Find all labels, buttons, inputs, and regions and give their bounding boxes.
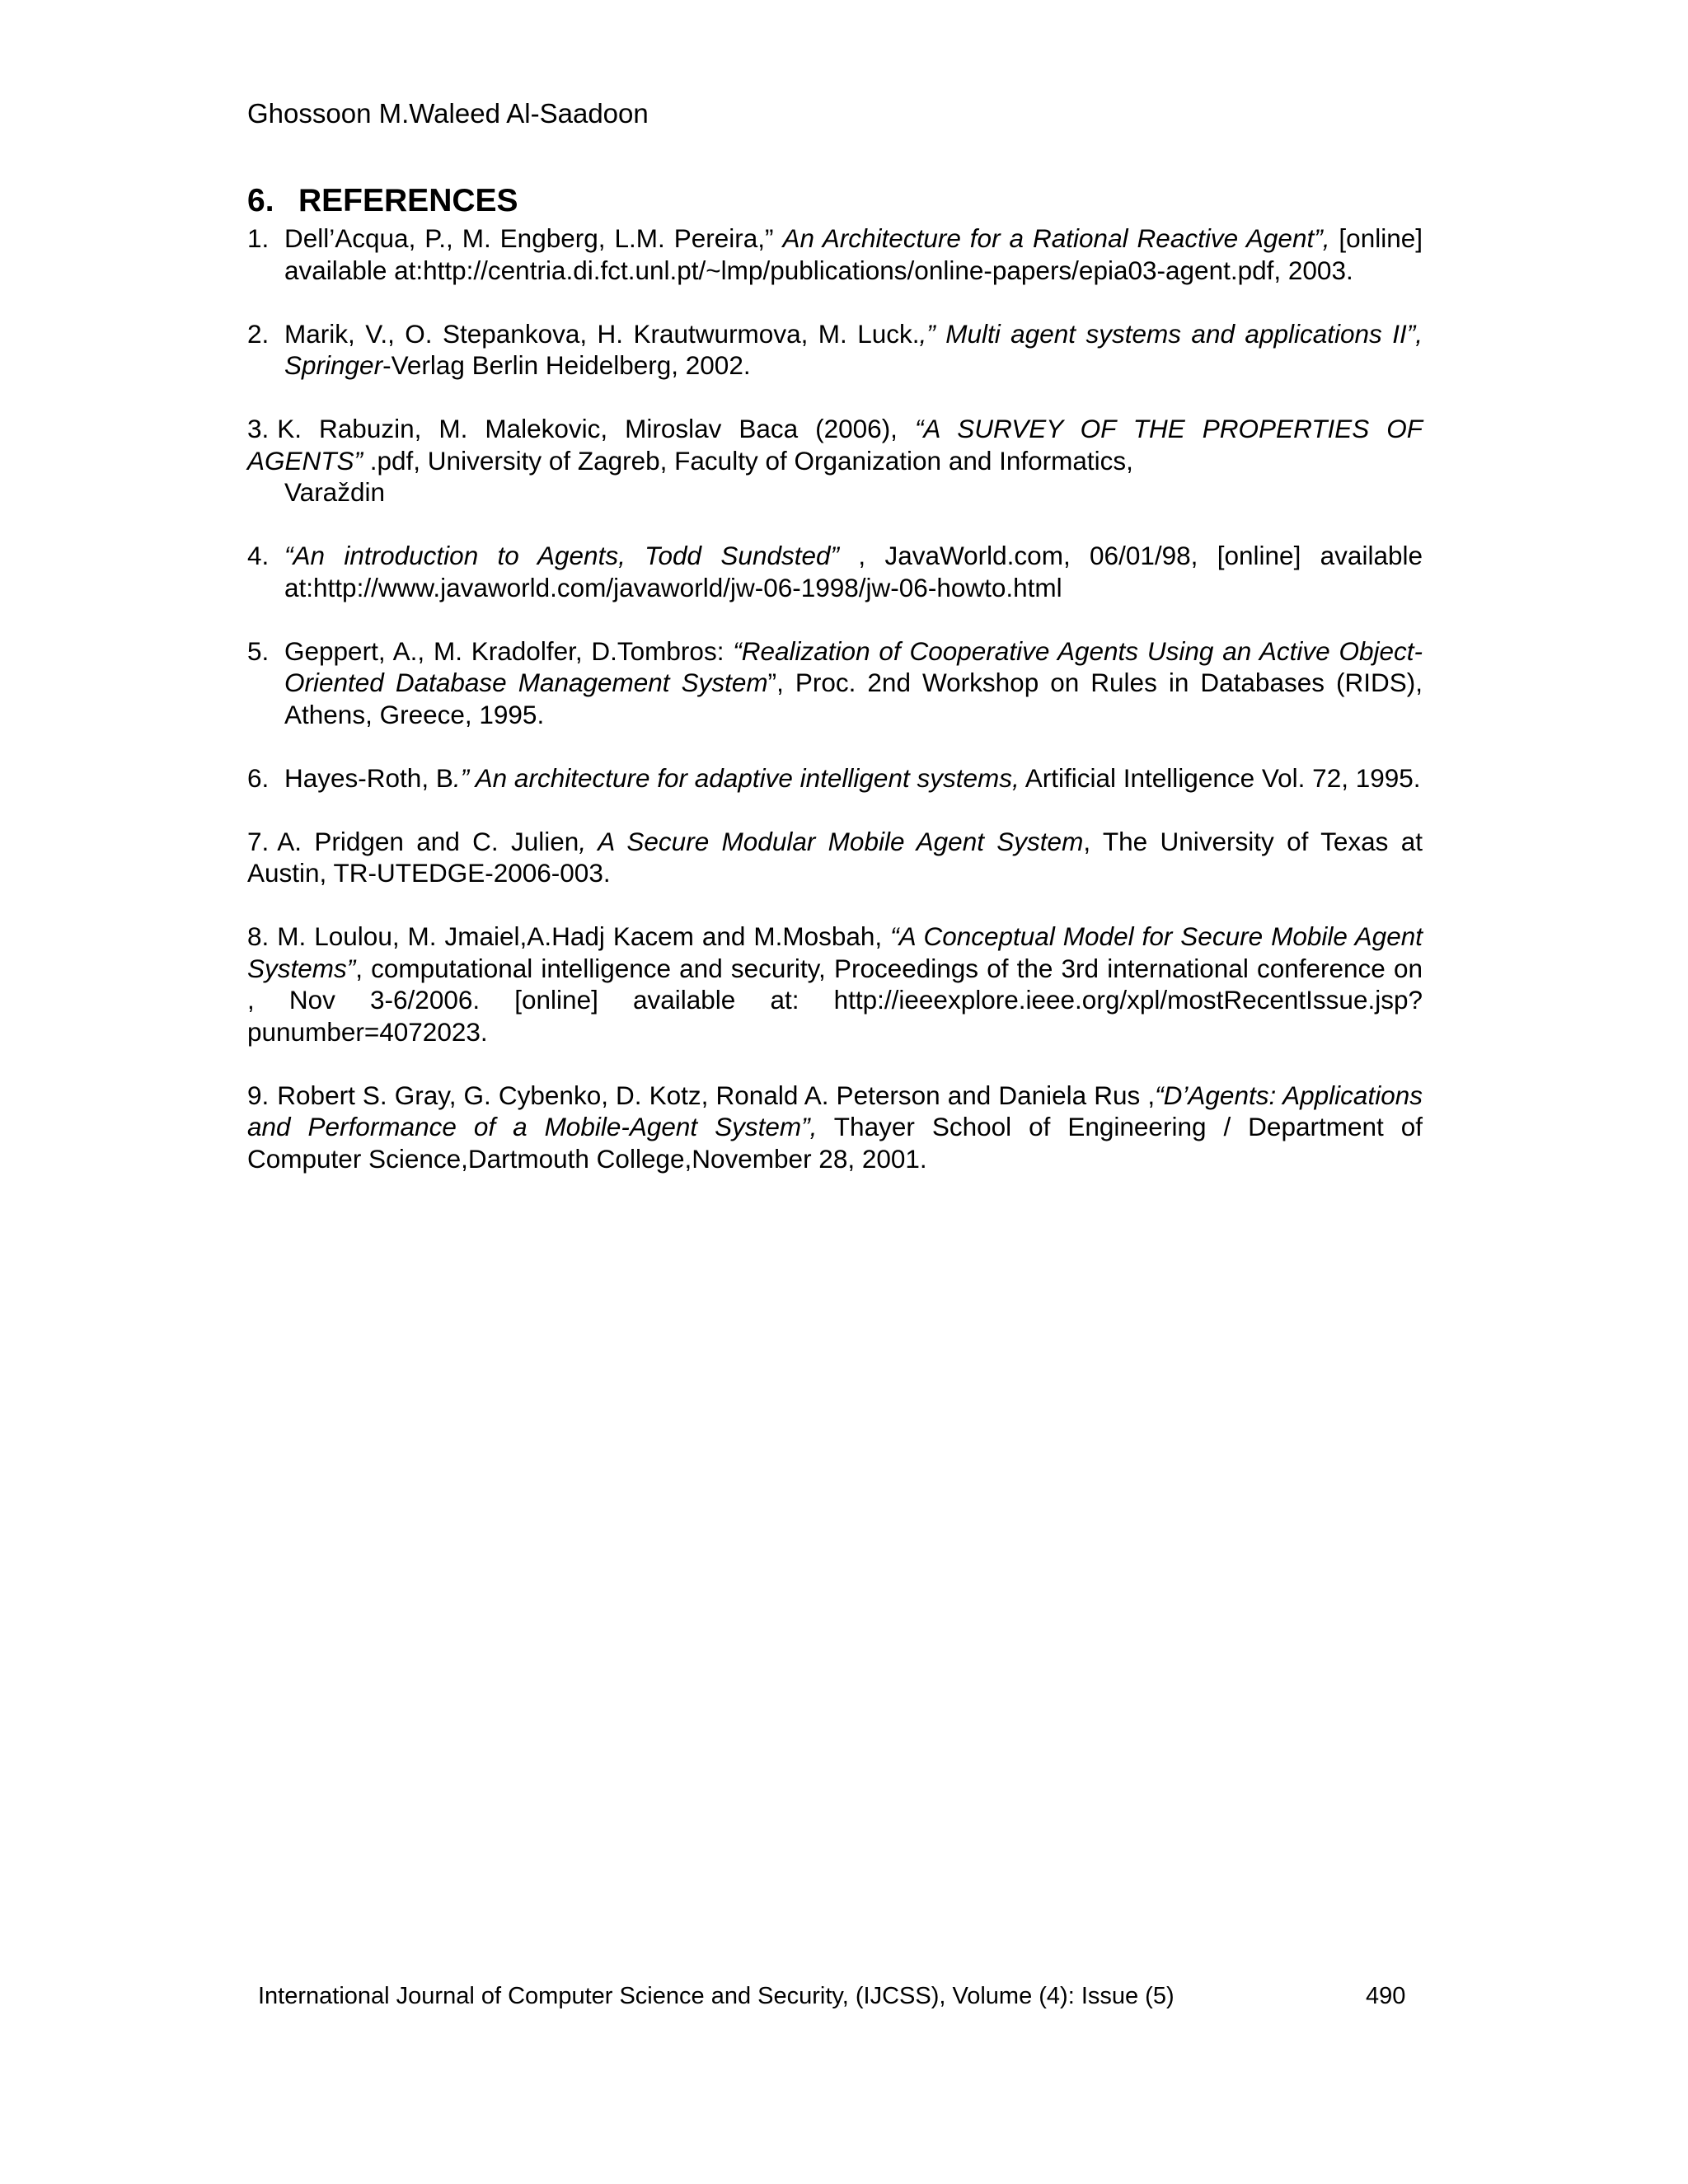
reference-location: Varaždin — [284, 477, 385, 507]
reference-title: “A Conceptual Model for Secure Mobile Agent Systems” — [247, 921, 1423, 983]
reference-number: 6. — [247, 762, 270, 793]
reference-details: , JavaWorld.com, 06/01/98, [online] available at:http://www.javaworld.com/javaworld/jw-06-1998/jw-06-howto.html — [284, 541, 1423, 602]
reference-details: Thayer School of Engineering / Department of Computer Science,Dartmouth College,November 28, 2001. — [247, 1112, 1423, 1174]
reference-authors: Geppert, A., M. Kradolfer, D.Tombros: — [284, 635, 734, 666]
reference-item-2 — [247, 318, 1423, 382]
reference-details: [online] available at:http://centria.di.fct.unl.pt/~lmp/publications/online-papers/epia03-agent.pdf, 2003. — [284, 223, 1423, 285]
references-section — [247, 181, 1423, 1207]
reference-number: 9. — [247, 1080, 270, 1110]
reference-title: An Architecture for a Rational Reactive Agent”, — [782, 223, 1330, 253]
reference-title: , A Secure Modular Mobile Agent System — [579, 826, 1084, 856]
page-number: 490 — [1366, 1983, 1406, 2009]
reference-authors: A. Pridgen and C. Julien — [277, 826, 579, 856]
reference-details: , computational intelligence and security, Proceedings of the 3rd international conference on , Nov 3-6/2006. [online] available at: http://ieeexplore.ieee.org/xpl/mostRecentIssue.jsp?punumber=4072023. — [247, 953, 1423, 1047]
reference-title: “A SURVEY OF THE PROPERTIES OF AGENTS” — [247, 414, 1423, 476]
reference-number: 4. — [247, 541, 270, 570]
reference-authors: Dell’Acqua, P., M. Engberg, L.M. Pereira,” — [284, 223, 783, 253]
reference-number: 1. — [247, 223, 270, 253]
reference-title: .” An architecture for adaptive intelligent systems, — [452, 762, 1020, 793]
reference-details: ”, Proc. 2nd Workshop on Rules in Databases (RIDS), Athens, Greece, 1995. — [284, 668, 1423, 729]
section-title: REFERENCES — [298, 183, 518, 218]
reference-details: , The University of Texas at Austin, TR-UTEDGE-2006-003. — [247, 826, 1423, 888]
reference-details: Artificial Intelligence Vol. 72, 1995. — [1019, 762, 1421, 793]
footer-journal-citation: International Journal of Computer Science and Security, (IJCSS), Volume (4): Issue (5) — [258, 1983, 1175, 2009]
reference-details: .pdf, University of Zagreb, Faculty of Organization and Informatics, — [363, 445, 1133, 476]
reference-title: “Realization of Cooperative Agents Using an Active Object-Oriented Database Management System — [284, 635, 1423, 697]
reference-title: “D’Agents: Applications and Performance of a Mobile-Agent System”, — [247, 1080, 1423, 1141]
running-header: Ghossoon M.Waleed Al-Saadoon — [247, 98, 649, 129]
reference-item-7 — [247, 826, 1423, 889]
reference-title: ,” Multi agent systems and applications II”, Springer — [284, 318, 1423, 380]
section-number: 6. — [247, 183, 274, 218]
reference-authors: Marik, V., O. Stepankova, H. Krautwurmova, M. Luck. — [284, 318, 920, 349]
reference-item-5 — [247, 635, 1423, 731]
reference-details: -Verlag Berlin Heidelberg, 2002. — [382, 350, 751, 380]
reference-authors: Hayes-Roth, B — [284, 762, 453, 793]
reference-number: 7. — [247, 826, 270, 856]
reference-item-9 — [247, 1080, 1423, 1175]
reference-number: 2. — [247, 318, 270, 349]
reference-number: 3. — [247, 414, 270, 443]
reference-number: 8. — [247, 921, 270, 951]
section-heading — [247, 181, 1423, 221]
reference-item-4 — [247, 540, 1423, 603]
reference-authors: Robert S. Gray, G. Cybenko, D. Kotz, Ronald A. Peterson and Daniela Rus , — [277, 1080, 1156, 1110]
reference-item-6 — [247, 762, 1423, 794]
reference-number: 5. — [247, 635, 270, 666]
reference-item-8 — [247, 921, 1423, 1047]
reference-authors: M. Loulou, M. Jmaiel,A.Hadj Kacem and M.Mosbah, — [277, 921, 891, 951]
reference-title: “An introduction to Agents, Todd Sundsted” — [284, 541, 840, 570]
reference-item-3 — [247, 413, 1423, 509]
reference-authors: K. Rabuzin, M. Malekovic, Miroslav Baca (2006), — [277, 414, 915, 443]
reference-item-1 — [247, 223, 1423, 286]
